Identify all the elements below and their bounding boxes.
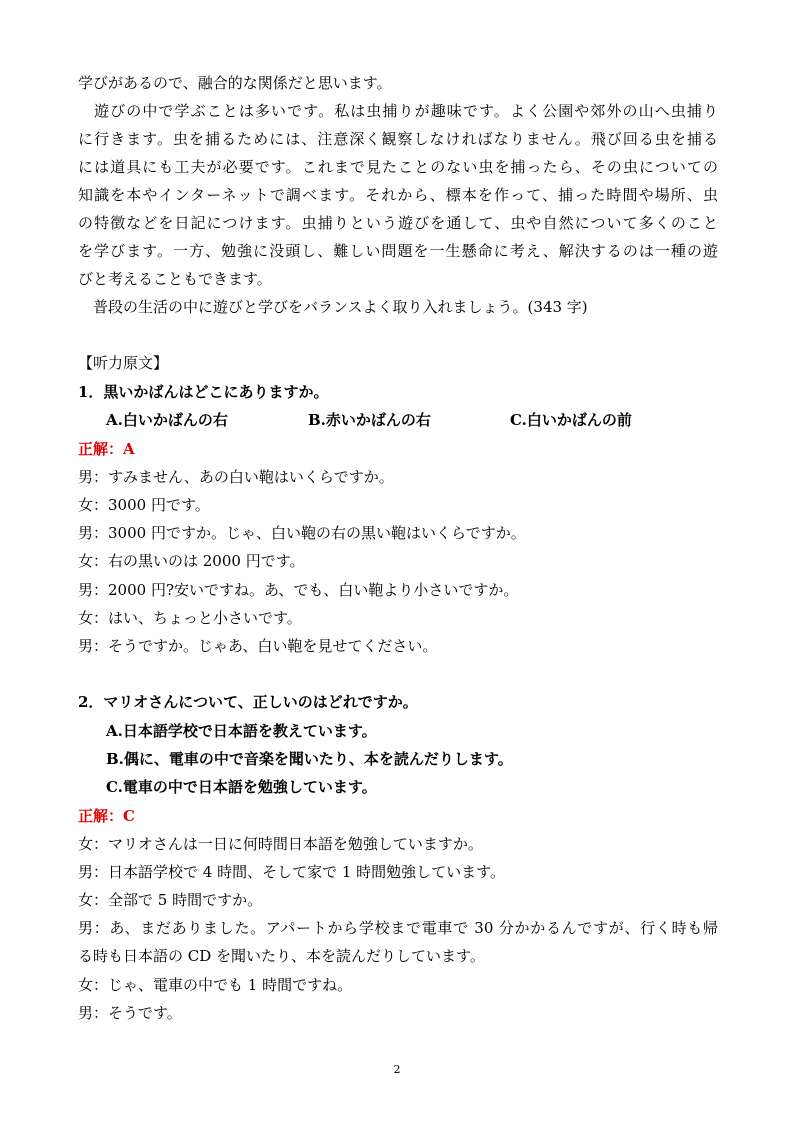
q2-option-c: C.電車の中で日本語を勉強しています。: [106, 778, 377, 796]
q1-option-c: C.白いかばんの前: [510, 411, 632, 429]
q2-dialogue-line: 男：そうです。: [78, 1004, 182, 1022]
q1-dialogue-line: 男：そうですか。じゃあ、白い鞄を見せてください。: [78, 637, 438, 655]
q2-dialogue-line: 女：全部で 5 時間ですか。: [78, 891, 263, 909]
q1-dialogue-line: 女：はい、ちょっと小さいです。: [78, 609, 302, 627]
essay-line: びと考えることもできます。: [78, 270, 272, 288]
q2-dialogue-line: る時も日本語の CD を聞いたり、本を読んだりしています。: [78, 947, 485, 965]
essay-line: 知識を本やインターネットで調べます。それから、標本を作って、捕った時間や場所、虫: [78, 186, 718, 204]
q1-dialogue-line: 女：右の黒いのは 2000 円です。: [78, 552, 305, 570]
essay-line: 普段の生活の中に遊びと学びをバランスよく取り入れましょう。(343 字): [78, 298, 588, 316]
page-number: 2: [393, 1063, 401, 1076]
q1-option-b: B.赤いかばんの右: [308, 411, 431, 429]
essay-line: 遊びの中で学ぶことは多いです。私は虫捕りが趣味です。よく公園や郊外の山へ虫捕り: [78, 102, 718, 120]
essay-line: に行きます。虫を捕るためには、注意深く観察しなければなりません。飛び回る虫を捕る: [78, 130, 718, 148]
q2-dialogue-line: 男：あ、まだありました。アパートから学校まで電車で 30 分かかるんですが、行く時も帰: [78, 919, 718, 937]
essay-line: には道具にも工夫が必要です。これまで見たことのない虫を捕ったら、その虫についての: [78, 158, 718, 176]
question-2: 2．マリオさんについて、正しいのはどれですか。: [78, 693, 418, 711]
q2-option-b: B.偶に、電車の中で音楽を聞いたり、本を読んだりします。: [106, 750, 513, 768]
q2-dialogue-line: 女：マリオさんは一日に何時間日本語を勉強していますか。: [78, 835, 483, 853]
q1-dialogue-line: 男：3000 円ですか。じゃ、白い鞄の右の黒い鞄はいくらですか。: [78, 524, 526, 542]
question-1: 1．黒いかばんはどこにありますか。: [78, 383, 329, 401]
q1-dialogue-line: 女：3000 円です。: [78, 496, 210, 514]
q2-option-a: A.日本語学校で日本語を教えています。: [106, 722, 377, 740]
q1-dialogue-line: 男：2000 円?安いですね。あ、でも、白い鞄より小さいですか。: [78, 581, 519, 599]
q1-dialogue-line: 男：すみません、あの白い鞄はいくらですか。: [78, 468, 394, 486]
q2-dialogue-line: 男：日本語学校で 4 時間、そして家で 1 時間勉強しています。: [78, 863, 505, 881]
listening-heading: 【听力原文】: [78, 354, 169, 372]
essay-line: を学びます。一方、勉強に没頭し、難しい問題を一生懸命に考え、解決するのは一種の遊: [78, 242, 718, 260]
q1-option-a: A.白いかばんの右: [106, 411, 228, 429]
essay-line: 学びがあるので、融合的な関係だと思います。: [78, 74, 392, 92]
q2-answer: 正解：C: [78, 807, 135, 825]
q2-dialogue-line: 女：じゃ、電車の中でも 1 時間ですね。: [78, 976, 353, 994]
essay-line: の特徴などを日記につけます。虫捕りという遊びを通して、虫や自然について多くのこと: [78, 214, 718, 232]
q1-answer: 正解：A: [78, 440, 135, 458]
